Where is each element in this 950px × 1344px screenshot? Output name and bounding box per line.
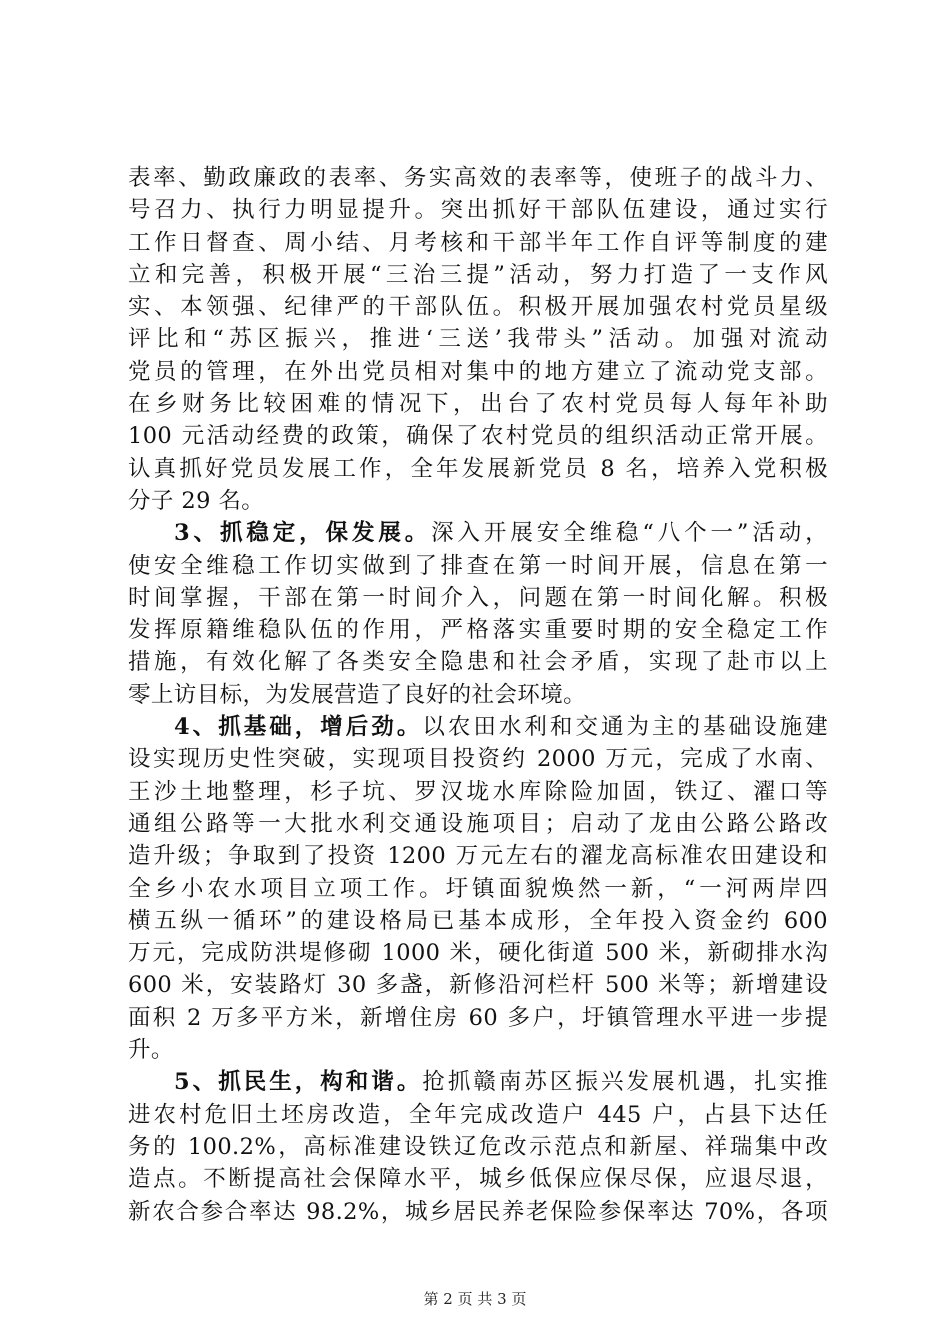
text-line: 表率、勤政廉政的表率、务实高效的表率等，使班子的战斗力、	[128, 165, 828, 191]
text-line: 使安全维稳工作切实做到了排查在第一时间开展，信息在第一	[128, 552, 828, 579]
text-line: 新农合参合率达 98.2%，城乡居民养老保险参保率达 70%，各项	[128, 1198, 828, 1225]
section-heading: 4、抓基础，增后劲。	[174, 714, 423, 741]
paragraph-stability	[128, 517, 828, 711]
text-line: 全乡小农水项目立项工作。圩镇面貌焕然一新，“一河两岸四	[128, 875, 828, 902]
text-line: 600 米，安装路灯 30 多盏，新修沿河栏杆 500 米等；新增建设	[128, 972, 828, 999]
text-line: 万元，完成防洪堤修砌 1000 米，硬化街道 500 米，新砌排水沟	[128, 940, 828, 967]
text-line	[128, 711, 828, 743]
paragraph-party-building	[128, 162, 828, 517]
text-line: 实、本领强、纪律严的干部队伍。积极开展加强农村党员星级	[128, 294, 828, 321]
text-line: 造点。不断提高社会保障水平，城乡低保应保尽保，应退尽退，	[128, 1166, 828, 1193]
text-line: 横五纵一循环”的建设格局已基本成形，全年投入资金约 600	[128, 907, 828, 934]
text-line: 在乡财务比较困难的情况下，出台了农村党员每人每年补助	[128, 391, 828, 418]
section-heading: 3、抓稳定，保发展。	[174, 520, 432, 547]
paragraph-livelihood	[128, 1066, 828, 1227]
text-line: 零上访目标，为发展营造了良好的社会环境。	[128, 681, 587, 708]
text-line: 进农村危旧土坯房改造，全年完成改造户 445 户，占县下达任	[128, 1101, 828, 1128]
text-line: 立和完善，积极开展“三治三提”活动，努力打造了一支作风	[128, 261, 828, 288]
text-line: 评比和“苏区振兴，推进‘三送’我带头”活动。加强对流动	[128, 326, 828, 353]
text-line: 分子 29 名。	[128, 487, 265, 514]
text-line: 100 元活动经费的政策，确保了农村党员的组织活动正常开展。	[128, 423, 828, 450]
text-line: 时间掌握，干部在第一时间介入，问题在第一时间化解。积极	[128, 584, 828, 611]
text-line: 务的 100.2%，高标准建设铁辽危改示范点和新屋、祥瑞集中改	[128, 1133, 828, 1160]
text-line: 设实现历史性突破，实现项目投资约 2000 万元，完成了水南、	[128, 746, 828, 773]
text-line: 王沙土地整理，杉子坑、罗汉垅水库除险加固，铁辽、濯口等	[128, 778, 828, 805]
text-line: 通组公路等一大批水利交通设施项目；启动了龙由公路公路改	[128, 810, 828, 837]
page-number-footer: 第 2 页 共 3 页	[423, 1290, 527, 1308]
text-line: 发挥原籍维稳队伍的作用，严格落实重要时期的安全稳定工作	[128, 617, 828, 644]
text-line: 工作日督查、周小结、月考核和干部半年工作自评等制度的建	[128, 229, 828, 256]
text-line: 造升级；争取到了投资 1200 万元左右的濯龙高标准农田建设和	[128, 843, 828, 870]
text-line	[128, 1066, 828, 1098]
text-line: 面积 2 万多平方米，新增住房 60 多户，圩镇管理水平进一步提	[128, 1004, 828, 1031]
text-line: 号召力、执行力明显提升。突出抓好干部队伍建设，通过实行	[128, 197, 828, 224]
text-line: 升。	[128, 1037, 174, 1064]
text-run: 深入开展安全维稳“八个一”活动，	[431, 520, 829, 547]
text-line: 措施，有效化解了各类安全隐患和社会矛盾，实现了赴市以上	[128, 649, 828, 676]
text-run: 抢抓赣南苏区振兴发展机遇，扎实推	[422, 1069, 829, 1096]
document-body	[128, 162, 828, 1228]
text-run: 以农田水利和交通为主的基础设施建	[422, 714, 829, 741]
text-line	[128, 517, 828, 549]
section-heading: 5、抓民生，构和谐。	[174, 1069, 423, 1096]
text-line: 认真抓好党员发展工作，全年发展新党员 8 名，培养入党积极	[128, 455, 828, 482]
paragraph-infrastructure	[128, 711, 828, 1066]
text-line: 党员的管理，在外出党员相对集中的地方建立了流动党支部。	[128, 358, 828, 385]
